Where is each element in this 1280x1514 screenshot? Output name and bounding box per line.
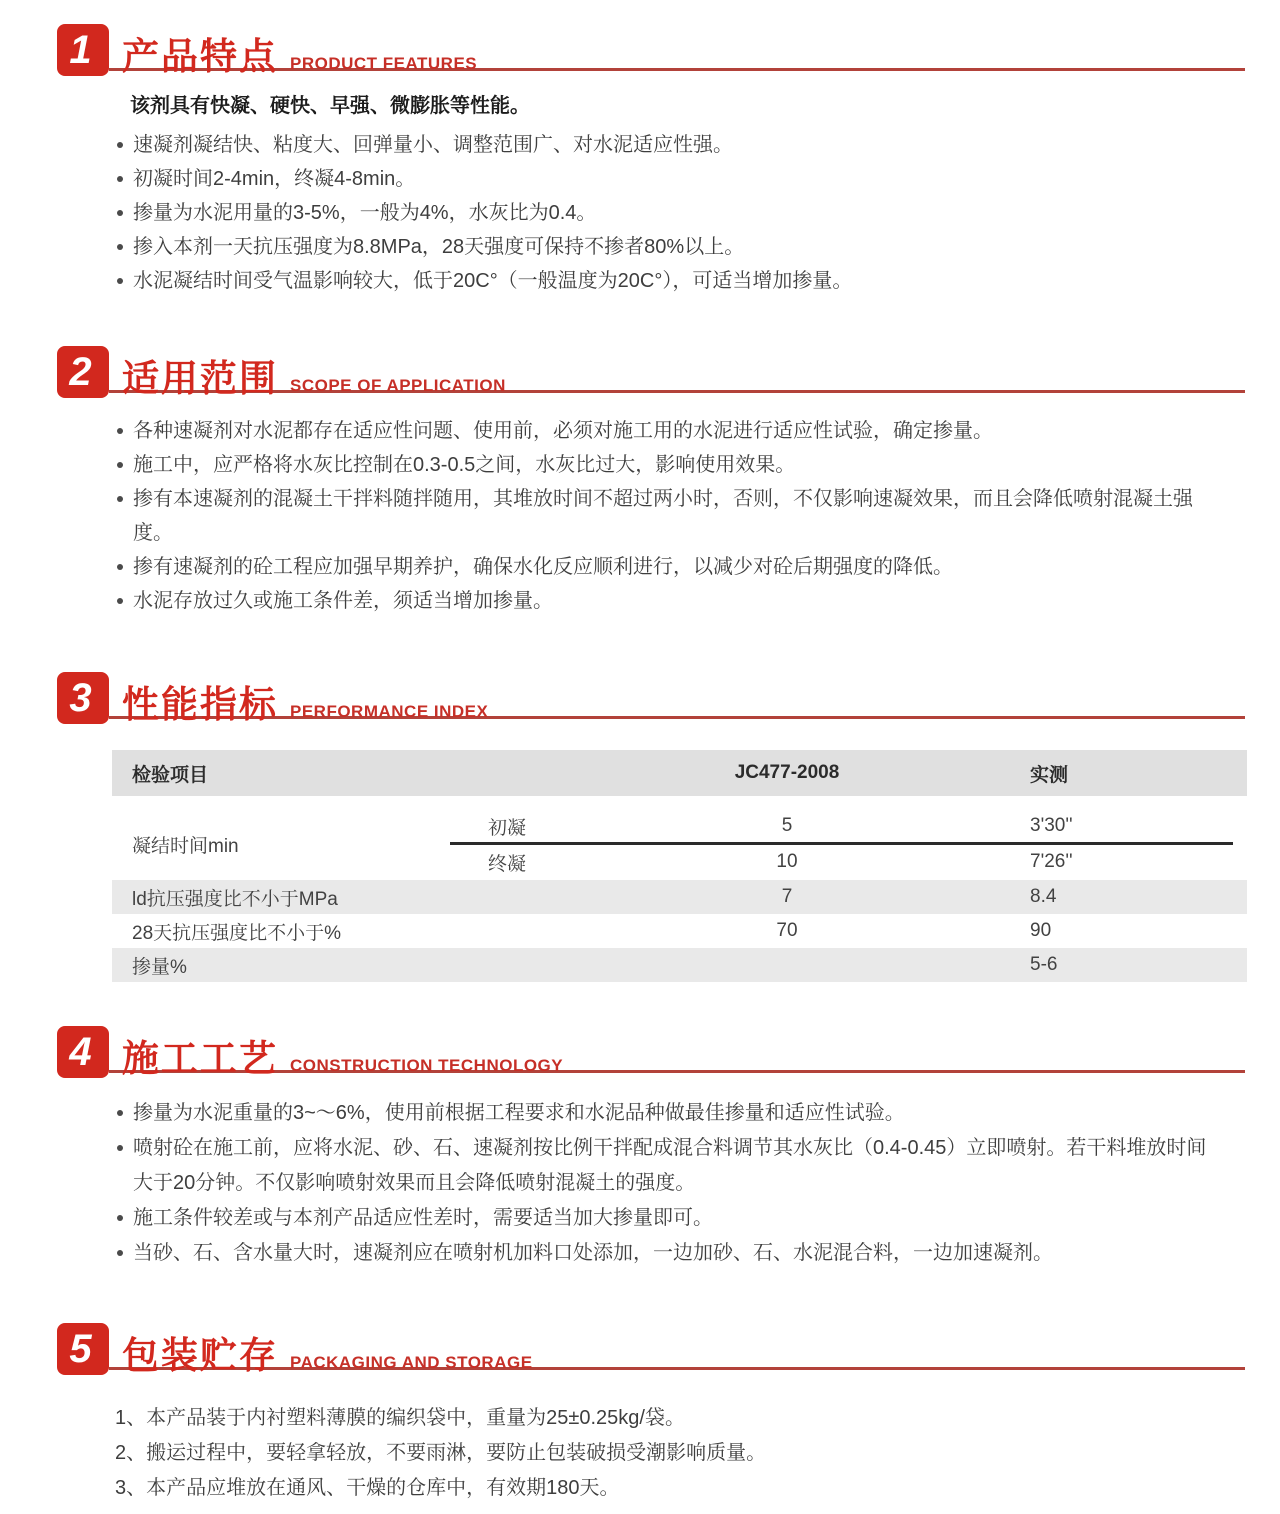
section-5-item-list	[115, 1401, 1225, 1506]
section-2-subtitle: SCOPE OF APPLICATION	[290, 376, 506, 395]
section-3-number-badge	[57, 672, 109, 724]
bullet-item: 施工中，应严格将水灰比控制在0.3-0.5之间，水灰比过大，影响使用效果。	[115, 448, 1225, 482]
section-product-features	[0, 24, 1280, 298]
section-2-header	[57, 346, 1245, 398]
table-header-row	[112, 750, 1247, 796]
section-2-title: 适用范围	[122, 358, 278, 399]
bullet-item: 速凝剂凝结快、粘度大、回弹量小、调整范围广、对水泥适应性强。	[115, 128, 1225, 162]
performance-table	[112, 750, 1247, 982]
table-header-gap	[112, 796, 1247, 808]
bullet-item: 掺入本剂一天抗压强度为8.8MPa，28天强度可保持不掺者80%以上。	[115, 230, 1225, 264]
table-cell-item: 掺量%	[132, 956, 187, 978]
table-cell-measured: 7'26''	[1030, 851, 1073, 872]
table-col-header-item: 检验项目	[132, 764, 209, 786]
section-1-bullet-list	[115, 128, 1225, 298]
table-row	[112, 914, 1247, 948]
section-5-title: 包装贮存	[122, 1335, 278, 1376]
table-cell-measured: 90	[1030, 920, 1052, 941]
table-cell-standard: 5	[781, 815, 793, 836]
section-2-number-badge	[57, 346, 109, 398]
table-col-header-standard: JC477-2008	[734, 762, 840, 783]
section-1-header	[57, 24, 1245, 76]
section-2-number: 2	[69, 350, 92, 394]
section-4-number-badge	[57, 1026, 109, 1078]
table-cell-measured: 8.4	[1030, 886, 1057, 907]
table-cell-standard: 10	[776, 851, 798, 872]
table-col-header-measured: 实测	[1030, 764, 1069, 786]
section-4-subtitle: CONSTRUCTION TECHNOLOGY	[290, 1056, 564, 1075]
setting-time-row-group	[112, 808, 1247, 880]
section-1-number-badge	[57, 24, 109, 76]
table-cell-standard: 70	[776, 920, 798, 941]
section-3-number: 3	[69, 676, 92, 720]
section-5-header	[57, 1323, 1245, 1375]
section-3-subtitle: PERFORMANCE INDEX	[290, 702, 489, 721]
section-5-subtitle: PACKAGING AND STORAGE	[290, 1353, 533, 1372]
table-cell-measured: 3'30''	[1030, 815, 1073, 836]
section-5-number-badge	[57, 1323, 109, 1375]
section-packaging-and-storage	[0, 1323, 1280, 1506]
bullet-item: 初凝时间2-4min，终凝4-8min。	[115, 162, 1225, 196]
section-5-number: 5	[69, 1327, 92, 1371]
table-cell-group-label: 凝结时间min	[132, 835, 239, 857]
bullet-item: 各种速凝剂对水泥都存在适应性问题、使用前，必须对施工用的水泥进行适应性试验，确定掺量。	[115, 414, 1225, 448]
bullet-item: 掺量为水泥用量的3-5%，一般为4%，水灰比为0.4。	[115, 196, 1225, 230]
section-3-title: 性能指标	[122, 684, 278, 725]
bullet-item: 施工条件较差或与本剂产品适应性差时，需要适当加大掺量即可。	[115, 1201, 1225, 1236]
section-2-bullet-list	[115, 414, 1225, 618]
section-4-number: 4	[69, 1030, 92, 1074]
section-2-titles	[122, 360, 506, 398]
bullet-item: 掺量为水泥重量的3~～6%，使用前根据工程要求和水泥品种做最佳掺量和适应性试验。	[115, 1096, 1225, 1131]
section-3-header	[57, 672, 1245, 724]
row-divider-line	[450, 842, 1233, 845]
table-row	[472, 808, 1247, 844]
section-1-titles	[122, 38, 477, 76]
table-cell-sub: 初凝	[488, 817, 527, 839]
bullet-item: 水泥存放过久或施工条件差，须适当增加掺量。	[115, 584, 1225, 618]
table-cell-item: 28天抗压强度比不小于%	[132, 922, 342, 944]
bullet-item: 掺有本速凝剂的混凝土干拌料随拌随用，其堆放时间不超过两小时，否则，不仅影响速凝效果，而且会降低喷射混凝土强度。	[115, 482, 1225, 550]
section-1-number: 1	[69, 28, 92, 72]
section-construction-technology	[0, 1026, 1280, 1271]
table-cell-standard: 7	[781, 886, 793, 907]
section-4-bullet-list	[115, 1096, 1225, 1271]
table-cell-sub: 终凝	[488, 853, 527, 875]
section-3-titles	[122, 686, 488, 724]
bullet-item: 喷射砼在施工前，应将水泥、砂、石、速凝剂按比例干拌配成混合料调节其水灰比（0.4-0.45）立即喷射。若干料堆放时间大于20分钟。不仅影响喷射效果而且会降低喷射混凝土的强度。	[115, 1131, 1225, 1201]
table-row	[112, 948, 1247, 982]
section-1-intro: 该剂具有快凝、硬快、早强、微膨胀等性能。	[130, 95, 530, 117]
list-item: 3、本产品应堆放在通风、干燥的仓库中，有效期180天。	[115, 1477, 620, 1499]
section-scope-of-application	[0, 346, 1280, 618]
table-cell-measured: 5-6	[1030, 954, 1058, 975]
table-row	[112, 880, 1247, 914]
section-1-subtitle: PRODUCT FEATURES	[290, 54, 478, 73]
section-4-header	[57, 1026, 1245, 1078]
section-performance-index	[0, 672, 1280, 982]
section-4-title: 施工工艺	[122, 1038, 278, 1079]
section-5-titles	[122, 1337, 533, 1375]
section-4-titles	[122, 1040, 563, 1078]
list-item: 1、本产品装于内衬塑料薄膜的编织袋中，重量为25±0.25kg/袋。	[115, 1407, 685, 1429]
bullet-item: 水泥凝结时间受气温影响较大，低于20C°（一般温度为20C°），可适当增加掺量。	[115, 264, 1225, 298]
table-cell-item: ld抗压强度比不小于MPa	[132, 888, 338, 910]
bullet-item: 当砂、石、含水量大时，速凝剂应在喷射机加料口处添加，一边加砂、石、水泥混合料，一边加速凝剂。	[115, 1236, 1225, 1271]
list-item: 2、搬运过程中，要轻拿轻放，不要雨淋，要防止包装破损受潮影响质量。	[115, 1442, 767, 1464]
table-row	[472, 844, 1247, 880]
bullet-item: 掺有速凝剂的砼工程应加强早期养护，确保水化反应顺利进行，以减少对砼后期强度的降低。	[115, 550, 1225, 584]
section-1-title: 产品特点	[122, 36, 278, 77]
